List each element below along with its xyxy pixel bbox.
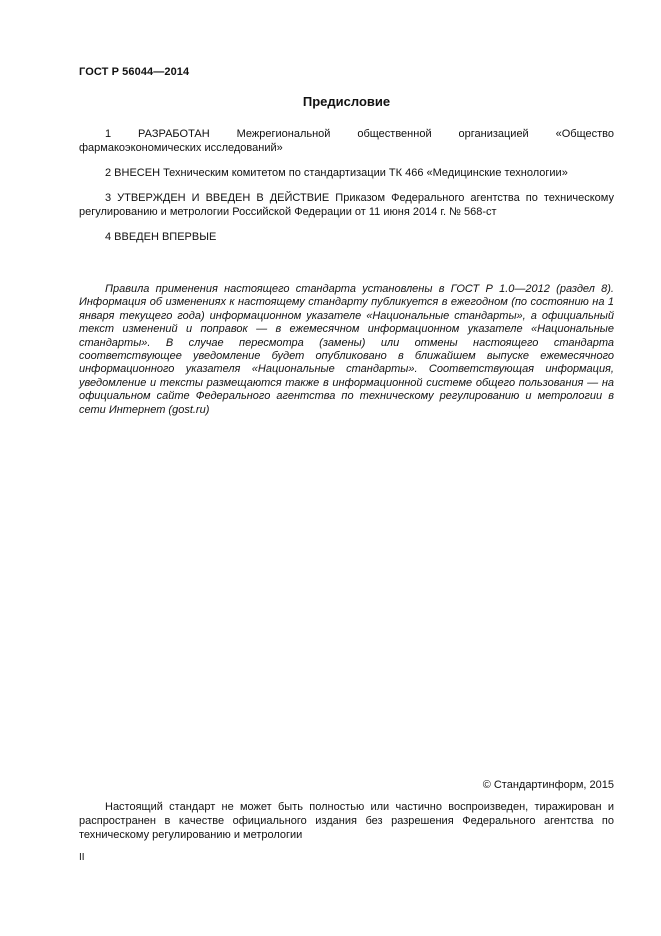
- paragraph-first-introduced: 4 ВВЕДЕН ВПЕРВЫЕ: [105, 231, 217, 243]
- standard-code-header: ГОСТ Р 56044—2014: [79, 66, 190, 78]
- copyright-line: © Стандартинформ, 2015: [482, 779, 614, 791]
- paragraph-developed-by: 1 РАЗРАБОТАН Межрегиональной общественной организацией «Общество фармакоэкономических исследований»: [79, 128, 614, 154]
- paragraph-introduced-by: 2 ВНЕСЕН Техническим комитетом по стандартизации ТК 466 «Медицинские технологии»: [105, 167, 568, 179]
- page-number: II: [79, 852, 85, 863]
- application-rules-notice: Правила применения настоящего стандарта установлены в ГОСТ Р 1.0—2012 (раздел 8). Информация об изменениях к настоящему стандарту публикуется в ежегодном (по состоянию на 1 января текущего года) информационном указателе «Национальные стандарты», а официальный текст изменений и поправок — в ежемесячном информационном указателе «Национальные стандарты». В случае пересмотра (замены) или отмены настоящего стандарта соответствующее уведомление будет опубликовано в ближайшем выпуске ежемесячного информационного указателя «Национальные стандарты». Соответствующая информация, уведомление и тексты размещаются также в информационной системе общего пользования — на официальном сайте Федерального агентства по техническому регулированию и метрологии в сети Интернет (gost.ru): [79, 283, 614, 416]
- paragraph-approved: 3 УТВЕРЖДЕН И ВВЕДЕН В ДЕЙСТВИЕ Приказом Федерального агентства по техническому регулированию и метрологии Российской Федерации от 11 июня 2014 г. № 568-ст: [79, 192, 614, 218]
- reproduction-restriction-text: Настоящий стандарт не может быть полностью или частично воспроизведен, тиражирован и распространен в качестве официального издания без разрешения Федерального агентства по техническому регулированию и метрологии: [79, 801, 614, 841]
- page-title: Предисловие: [302, 94, 391, 109]
